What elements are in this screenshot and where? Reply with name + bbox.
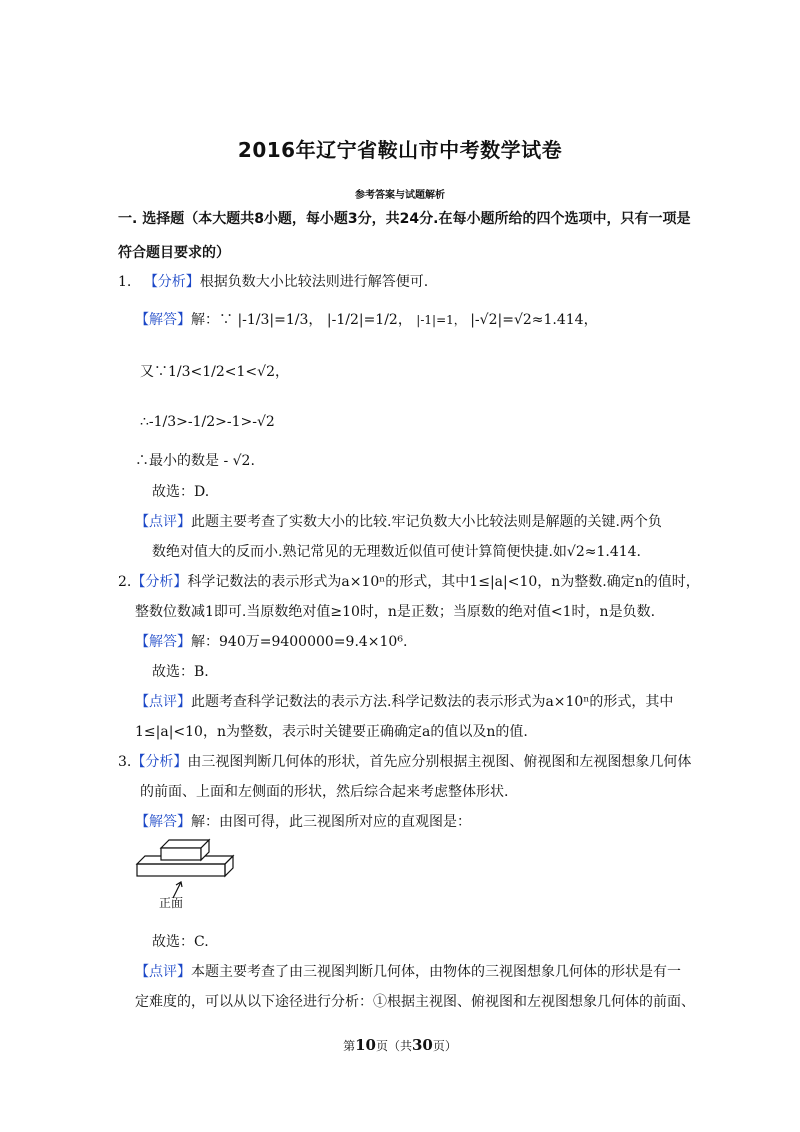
footer-suffix: 页） <box>432 1039 457 1053</box>
q3-number: 3. <box>118 754 132 770</box>
page-footer <box>0 1036 800 1054</box>
q3-solution-tag: 【解答】 <box>135 814 191 830</box>
q1-solution-prefix: 解：∵ <box>191 312 233 328</box>
q2-comment-line2: 1≤|a|<10，n为整数，表示时关键要正确确定a的值以及n的值. <box>135 724 528 740</box>
q1-comment-text1: 此题主要考查了实数大小的比较.牢记负数大小比较法则是解题的关键.两个负 <box>191 514 662 530</box>
q3-comment-text1: 本题主要考查了由三视图判断几何体，由物体的三视图想象几何体的形状是有一 <box>191 964 681 980</box>
q3-figure <box>135 838 255 922</box>
q1-analysis-tag: 【分析】 <box>143 274 200 290</box>
footer-prefix: 第 <box>343 1039 356 1053</box>
q3-comment-tag: 【点评】 <box>135 964 191 980</box>
q3-analysis-line1 <box>118 752 691 772</box>
q3-solution-line <box>135 812 471 832</box>
q1-number: 1. <box>118 274 132 290</box>
q1-abs-one: |-1|=1， <box>416 313 466 327</box>
q1-solution-tag: 【解答】 <box>135 312 191 328</box>
q2-comment-text1: 此题考查科学记数法的表示方法.科学记数法的表示形式为a×10ⁿ的形式，其中 <box>191 694 674 710</box>
q3-analysis-tag: 【分析】 <box>131 754 188 770</box>
q2-analysis-line1 <box>118 572 700 592</box>
q3-choice: 故选：C. <box>152 934 209 950</box>
q2-solution-line <box>135 632 407 652</box>
q1-smallest: ∴最小的数是 - √2. <box>135 453 255 469</box>
q1-abs-half: |-1/2|=1/2， <box>326 312 412 328</box>
solid-figure-drawing <box>135 838 255 918</box>
page-title: 2016年辽宁省鞍山市中考数学试卷 <box>237 138 563 162</box>
figure-front-label: 正面 <box>159 896 184 910</box>
q1-choice: 故选：D. <box>152 484 210 500</box>
q1-comment-line1 <box>135 512 662 532</box>
q2-number: 2. <box>118 574 132 590</box>
section-heading-line2: 符合题目要求的） <box>118 245 230 261</box>
q2-analysis-line2: 整数位数减1即可.当原数绝对值≥10时，n是正数；当原数的绝对值<1时，n是负数. <box>135 604 656 620</box>
q3-comment-line2: 定难度的，可以从以下途径进行分析：①根据主视图、俯视图和左视图想象几何体的前面、 <box>135 994 695 1010</box>
q1-comment-line2: 数绝对值大的反而小.熟记常见的无理数近似值可使计算简便快捷.如√2≈1.414. <box>152 544 641 560</box>
q1-abs-sqrt2: |-√2|=√2≈1.414， <box>470 312 598 328</box>
page-subtitle: 参考答案与试题解析 <box>355 190 445 201</box>
q2-comment-line1 <box>135 692 673 712</box>
q1-ordering: ∴-1/3>-1/2>-1>-√2 <box>140 414 275 430</box>
q2-solution-text: 解：940万=9400000=9.4×10⁶. <box>191 634 408 650</box>
q3-solution-text: 解：由图可得，此三视图所对应的直观图是： <box>191 814 471 830</box>
footer-total-pages: 30 <box>412 1036 433 1054</box>
q2-comment-tag: 【点评】 <box>135 694 191 710</box>
q1-inequality: 又∵1/3<1/2<1<√2， <box>140 364 289 380</box>
q2-choice: 故选：B. <box>152 664 209 680</box>
q2-analysis-tag: 【分析】 <box>131 574 188 590</box>
q1-abs-third: |-1/3|=1/3， <box>237 312 323 328</box>
q1-solution-line <box>135 310 598 330</box>
q1-analysis-line <box>118 272 428 292</box>
q3-analysis-text1: 由三视图判断几何体的形状，首先应分别根据主视图、俯视图和左视图想象几何体 <box>187 754 692 770</box>
section-heading-line1: 一. 选择题（本大题共8小题，每小题3分，共24分.在每小题所给的四个选项中，只有一项是 <box>118 211 691 227</box>
footer-mid: 页（共 <box>375 1039 412 1053</box>
q1-analysis-text: 根据负数大小比较法则进行解答便可. <box>199 274 429 290</box>
footer-page-number: 10 <box>355 1036 376 1054</box>
q3-comment-line1 <box>135 962 681 982</box>
q2-analysis-text1: 科学记数法的表示形式为a×10ⁿ的形式，其中1≤|a|<10，n为整数.确定n的值时， <box>187 574 700 590</box>
q3-analysis-line2: 的前面、上面和左侧面的形状，然后综合起来考虑整体形状. <box>140 784 509 800</box>
q2-solution-tag: 【解答】 <box>135 634 191 650</box>
q1-comment-tag: 【点评】 <box>135 514 191 530</box>
